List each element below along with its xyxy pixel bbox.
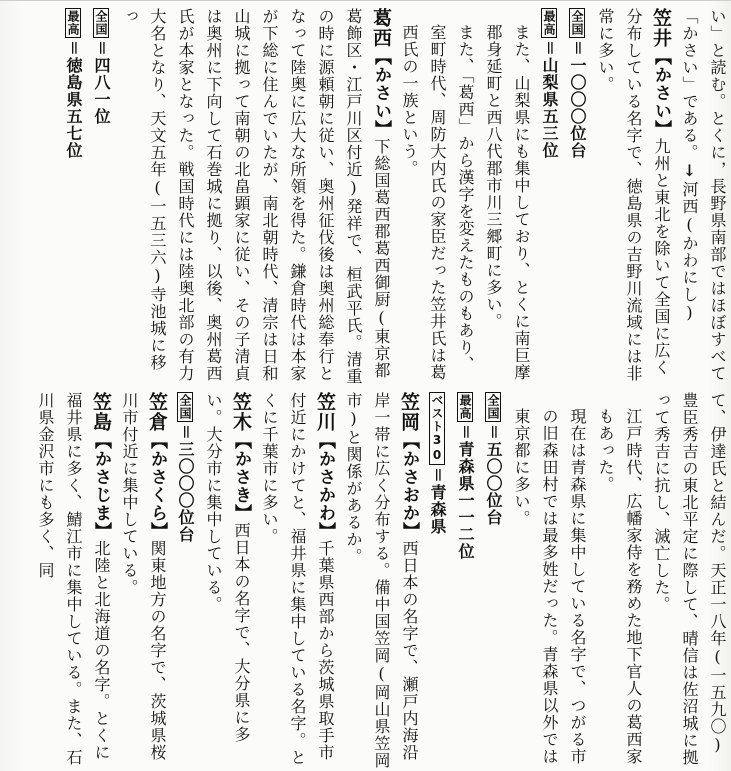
entry-reading: 【かさき】 [231,432,251,522]
rank-all-value: ＝四八一位 [92,40,111,125]
entry-body: 九州と東北を除いて全国に広く分布している名字で、徳島県の吉野川流域には非常に多い。 [596,8,671,382]
entry-body: 西日本の名字で、瀬戸内海沿岸一帯に広く分布する。備中国笠岡(岡山県笠岡市)と関係があるか。 [344,392,419,769]
entry-kasai-katsusai [115,8,395,386]
rank-all [479,392,507,770]
entry-kasakura [115,392,171,770]
top-rule [0,0,731,1]
rank-best-value: ＝青森県 [428,467,447,535]
entry-kasakawa [255,392,339,770]
entry-name: 笠井 [650,8,672,48]
rank-max [451,392,479,770]
entry-kasajima [31,392,115,770]
entry-name: 葛西 [370,8,392,48]
entry-reading: 【かさじま】 [91,432,111,540]
rank-max [535,8,563,386]
bottom-band [0,392,731,770]
entry-name: 笠木 [230,392,252,432]
rank-all-label: 全国 [94,10,108,36]
entry-name: 笠川 [314,392,336,432]
rank-best [423,392,451,770]
entry-name: 笠岡 [398,392,420,432]
continued-body: い」と読む。とくに，長野県南部ではほぼすべて「かさい」である。 [680,8,727,382]
entry-body: 関東地方の名字で、茨城県桜川市付近に集中している。 [120,392,167,761]
rank-max [59,8,87,386]
continued-text [675,8,731,386]
entry-body: 北陸と北海道の名字。とくに福井県に多く、鯖江市に集中している。また、石川県金沢市にも多く、同 [36,392,111,766]
entry-reading: 【かさかわ】 [315,432,335,540]
rank-all-value: ＝一〇〇〇位台 [568,40,587,159]
entry-reading: 【かさくら】 [147,432,167,540]
entry-body: 千葉県西部から茨城県取手市付近にかけてと、福井県に集中している名字。とくに千葉市に多い。 [260,392,335,766]
continued-text: 江戸時代、広幡家侍を務めた地下官人の葛西家もあった。 [596,408,643,765]
entry-reading: 【かさい】 [371,48,391,138]
rank-all-label: 全国 [486,394,500,420]
entry-reading: 【かさおか】 [399,432,419,540]
rank-max-value: ＝山梨県五三位 [540,40,559,159]
cross-ref: 河西(かわにし) [680,181,699,323]
rank-all-label: 全国 [570,10,584,36]
top-band [0,8,731,386]
bottom-text-column [0,392,731,770]
entry-body: 西日本の名字で、大分県に多い。大分市に集中している。 [204,392,251,743]
rank-max-value: ＝徳島県五七位 [64,40,83,159]
entry-kasai-kasai [591,8,675,386]
rank-max-label: 最高 [458,394,472,420]
rank-max-label: 最高 [66,10,80,36]
rank-all-label: 全国 [178,394,192,420]
rank-all-value: ＝三〇〇〇位台 [176,424,195,543]
rank-all-value: ＝五〇〇位台 [484,424,503,526]
entry-kasaki [199,392,255,770]
entry-body-para: また、山梨県にも集中しており、とくに南巨摩郡身延町と西八代郡市川三郷町に多い。 [484,24,531,381]
rank-all [171,392,199,770]
top-text-column [0,8,731,386]
rank-best-label: ベスト30 [430,394,444,463]
entry-name: 笠島 [90,392,112,432]
entry-reading: 【かさい】 [651,48,671,138]
entry-name: 笠倉 [146,392,168,432]
cross-ref-arrow-icon: ↓ [680,161,699,181]
rank-all [87,8,115,386]
entry-kasaoka [339,392,423,770]
rank-max-label: 最高 [542,10,556,36]
continued-text: て、伊達氏と結んだ。天正一八年(一五九〇)豊臣秀吉の東北平定に際して、晴信は佐沼城に拠って秀吉に抗し、滅亡した。 [652,392,727,766]
rank-max-value: ＝青森県一一二位 [456,424,475,560]
entry-body: 下総国葛西郡葛西御厨(東京都葛飾区・江戸川区付近)発祥で、桓武平氏。清重の時に源頼朝に従い、奥州征伐後は奥州総奉行となって陸奥に広大な所領を得た。鎌倉時代は本家が下総に住んでいたが、南北朝時代、清宗は日和山城に拠って南朝の北畠顕家に従い、その子清貞は奥州に下向して石巻城に拠り、以後、奥州葛西氏が本家となった。戦国時代には陸奥北部の有力大名となり、天文五年(一五三六)寺池城に移っ [120,8,391,385]
entry-body-para: また、「葛西」から漢字を変えたものもあり、室町時代、周防大内氏の家臣だった笠井氏は葛西氏の一族という。 [400,24,475,381]
continued-text: 現在は青森県に集中している名字で、つがる市の旧森田村では最多姓だった。青森県以外では東京都に多い。 [512,408,587,765]
rank-all [563,8,591,386]
